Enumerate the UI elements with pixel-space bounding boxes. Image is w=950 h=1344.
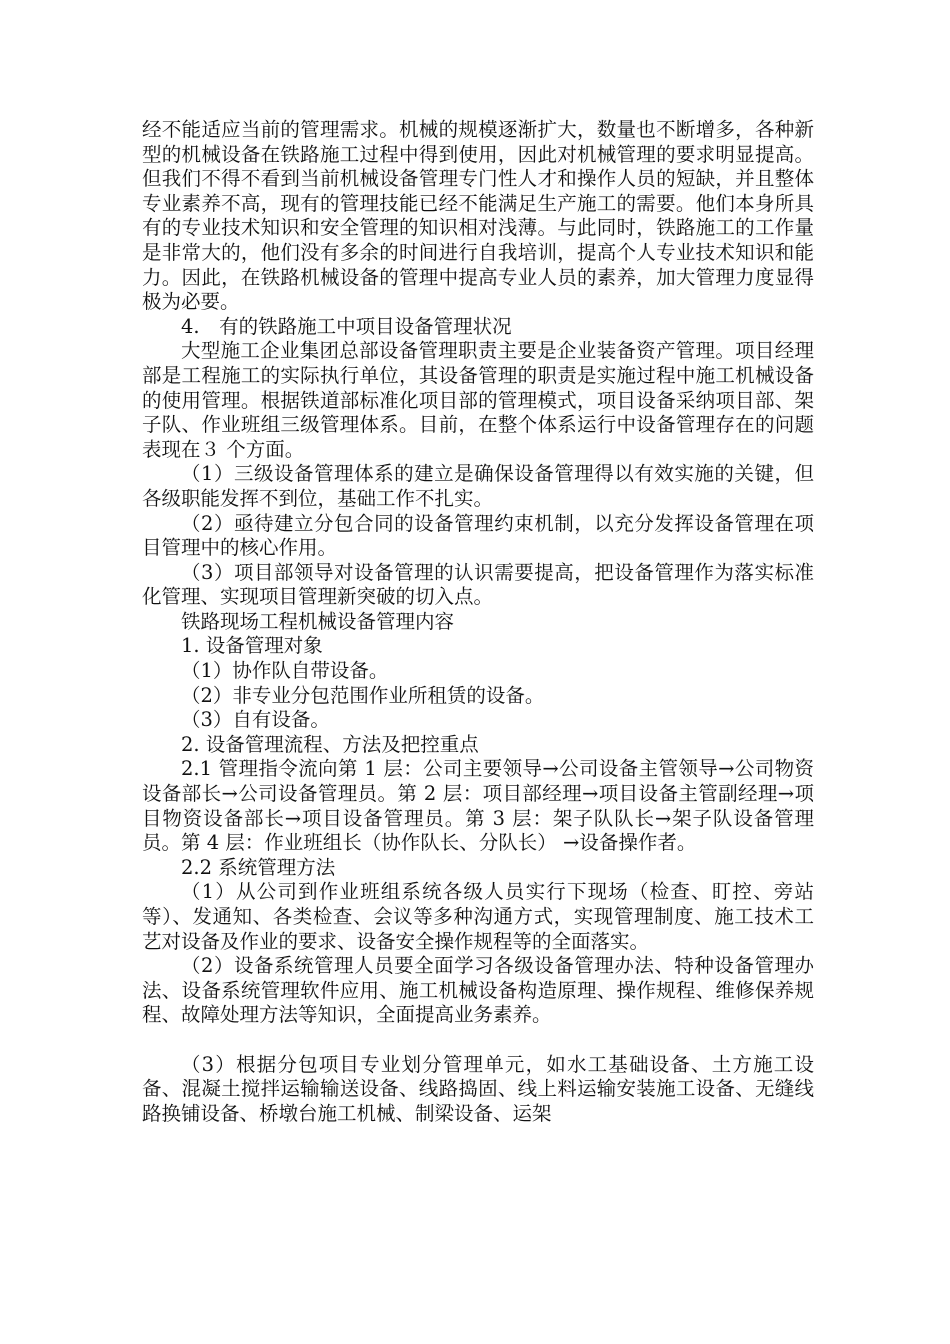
list-item-object-2: （2）非专业分包范围作业所租赁的设备。 — [181, 683, 545, 707]
list-item-problem-1: （1）三级设备管理体系的建立是确保设备管理得以有效实施的关键，但各级职能发挥不到位，基础工作不扎实。 — [142, 462, 814, 510]
subheading-process-methods: 2. 设备管理流程、方法及把控重点 — [181, 732, 479, 756]
list-item-object-3: （3）自有设备。 — [181, 708, 330, 732]
list-item-problem-2: （2）亟待建立分包合同的设备管理约束机制，以充分发挥设备管理在项目管理中的核心作用。 — [142, 511, 814, 560]
list-item-method-2: （2）设备系统管理人员要全面学习各级设备管理办法、特种设备管理办法、设备系统管理软件应用、施工机械设备构造原理、操作规程、维修保养规程、故障处理方法等知识，全面提高业务素养。 — [142, 954, 814, 1027]
paragraph-enterprise-management: 大型施工企业集团总部设备管理职责主要是企业装备资产管理。项目经理部是工程施工的实际执行单位，其设备管理的职责是实施过程中施工机械设备的使用管理。根据铁道部标准化项目部的管理模式，项目设备采纳项目部、架子队、作业班组三级管理体系。目前，在整个体系运行中设备管理存在的问题表现在３ 个方面。 — [142, 339, 814, 461]
subheading-management-objects: 1. 设备管理对象 — [181, 634, 323, 658]
list-item-method-1: （1）从公司到作业班组系统各级人员实行下现场（检查、盯控、旁站等）、发通知、各类检查、会议等多种沟通方式，实现管理制度、施工技术工艺对设备及作业的要求、设备安全操作规程等的全面落实。 — [142, 880, 814, 953]
section-heading-management-content: 铁路现场工程机械设备管理内容 — [181, 609, 455, 633]
list-item-method-3: （3）根据分包项目专业划分管理单元，如水工基础设备、土方施工设备、混凝土搅拌运输输送设备、线路捣固、线上料运输安装施工设备、无缝线路换铺设备、桥墩台施工机械、制梁设备、运架 — [142, 1052, 814, 1125]
paragraph-command-flow: 2.1 管理指令流向第 1 层：公司主要领导→公司设备主管领导→公司物资设备部长→公司设备管理员。第 2 层：项目部经理→项目设备主管副经理→项目物资设备部长→项目设备管理员。第 3 层：架子队队长→架子队设备管理员。第 4 层：作业班组长（协作队长、分队长） →设备操作者。 — [142, 757, 814, 855]
document-body — [142, 118, 814, 1126]
section-heading-4: 4. 有的铁路施工中项目设备管理状况 — [181, 314, 512, 338]
paragraph-continuation: 经不能适应当前的管理需求。机械的规模逐渐扩大，数量也不断增多，各种新型的机械设备在铁路施工过程中得到使用，因此对机械管理的要求明显提高。但我们不得不看到当前机械设备管理专门性人才和操作人员的短缺，并且整体专业素养不高，现有的管理技能已经不能满足生产施工的需要。他们本身所具有的专业技术知识和安全管理的知识相对浅薄。与此同时，铁路施工的工作量是非常大的，他们没有多余的时间进行自我培训，提高个人专业技术知识和能力。因此，在铁路机械设备的管理中提高专业人员的素养，加大管理力度显得极为必要。 — [142, 118, 814, 314]
subheading-system-methods: 2.2 系统管理方法 — [181, 855, 336, 879]
list-item-problem-3: （3）项目部领导对设备管理的认识需要提高，把设备管理作为落实标准化管理、实现项目管理新突破的切入点。 — [142, 560, 814, 609]
list-item-object-1: （1）协作队自带设备。 — [181, 659, 389, 683]
